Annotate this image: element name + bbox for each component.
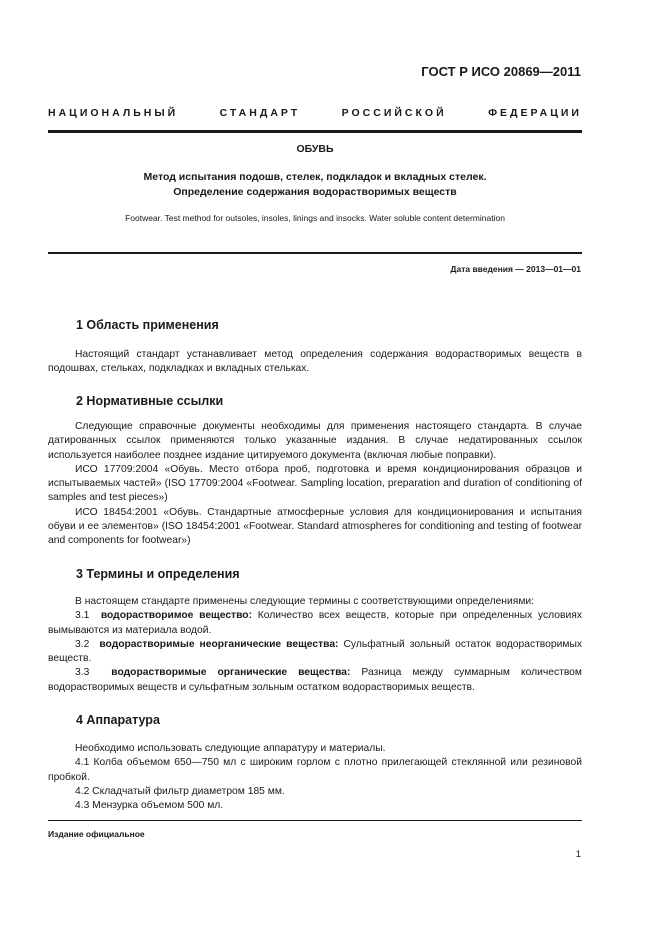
header-divider [48, 130, 582, 133]
term-text: Сульфатный зольный остаток водорастворимых веществ. [48, 638, 582, 665]
introduction-date: Дата введения — 2013—01—01 [450, 264, 581, 274]
term-definition [48, 666, 582, 695]
paragraph: Следующие справочные документы необходимы для применения настоящего стандарта. В случае датированных ссылок применяются только указанные издания. В случае недатированных ссылок используется наиболее позднее издание цитируемого документа (включая любые поправки). [48, 421, 582, 461]
paragraph: ИСО 17709:2004 «Обувь. Место отбора проб, подготовка и время кондиционирования образцов и испытываемых частей» (ISO 17709:2004 «Footwear. Sampling location, preparation and duration of conditioning of samples and test pieces») [48, 463, 582, 504]
list-item: 4.3 Мензурка объемом 500 мл. [75, 800, 224, 812]
term-text: Разница между суммарным количеством водорастворимых веществ и сульфатным зольным остатком водорастворимых веществ. [48, 667, 582, 693]
official-edition-note: Издание официальное [48, 829, 145, 839]
term-name: водорастворимые органические вещества: [111, 667, 351, 679]
section-heading: 2 Нормативные ссылки [76, 394, 224, 408]
standard-code: ГОСТ Р ИСО 20869—2011 [421, 64, 581, 79]
document-name: ОБУВЬ [296, 143, 334, 155]
page-number: 1 [575, 849, 581, 860]
title-word: РОССИЙСКОЙ [341, 107, 447, 119]
term-name: водорастворимое вещество: [100, 610, 253, 622]
paragraph: В настоящем стандарте применены следующие термины с соответствующими определениями: [75, 596, 535, 607]
term-definition [48, 638, 582, 667]
paragraph: Необходимо использовать следующие аппаратуру и материалы. [75, 743, 386, 754]
section-body [48, 348, 582, 377]
list-item: 4.2 Складчатый фильтр диаметром 185 мм. [75, 785, 285, 797]
title-word: ФЕДЕРАЦИИ [488, 107, 582, 119]
term-definition [48, 609, 582, 638]
document-subtitle [48, 170, 582, 200]
paragraph: ИСО 18454:2001 «Обувь. Стандартные атмосферные условия для кондиционирования и испытания обуви и ее элементов» (ISO 18454:2001 «Footwear. Standard atmospheres for conditioning and testing of footwear and components for footwear») [48, 506, 582, 547]
term-number: 3.1 [75, 610, 90, 622]
section-heading: 3 Термины и определения [76, 567, 240, 581]
term-number: 3.3 [75, 667, 90, 679]
title-word: СТАНДАРТ [219, 107, 301, 119]
term-name: водорастворимые неорганические вещества: [99, 638, 339, 650]
title-divider [48, 252, 582, 254]
footer-divider [48, 820, 582, 821]
section-body [48, 595, 582, 695]
section-body [48, 742, 582, 813]
term-text: Количество всех веществ, которые при определенных условиях вымываются из материала водой. [48, 610, 582, 636]
title-word: НАЦИОНАЛЬНЫЙ [48, 107, 179, 119]
subtitle-line: Определение содержания водорастворимых веществ [173, 186, 457, 198]
section-heading: 1 Область применения [76, 318, 219, 332]
paragraph: Настоящий стандарт устанавливает метод определения содержания водорастворимых веществ в подошвах, стельках, подкладках и вкладных стельках. [48, 349, 582, 375]
list-item: 4.1 Колба объемом 650—750 мл с широким горлом с плотно прилегающей стеклянной или резиновой пробкой. [48, 757, 582, 783]
section-body [48, 420, 582, 549]
subtitle-line: Метод испытания подошв, стелек, подкладок и вкладных стелек. [143, 171, 487, 183]
national-standard-title [48, 107, 582, 119]
english-title: Footwear. Test method for outsoles, insoles, linings and insocks. Water soluble content determination [125, 213, 505, 223]
section-heading: 4 Аппаратура [76, 713, 160, 727]
term-number: 3.2 [75, 638, 90, 650]
